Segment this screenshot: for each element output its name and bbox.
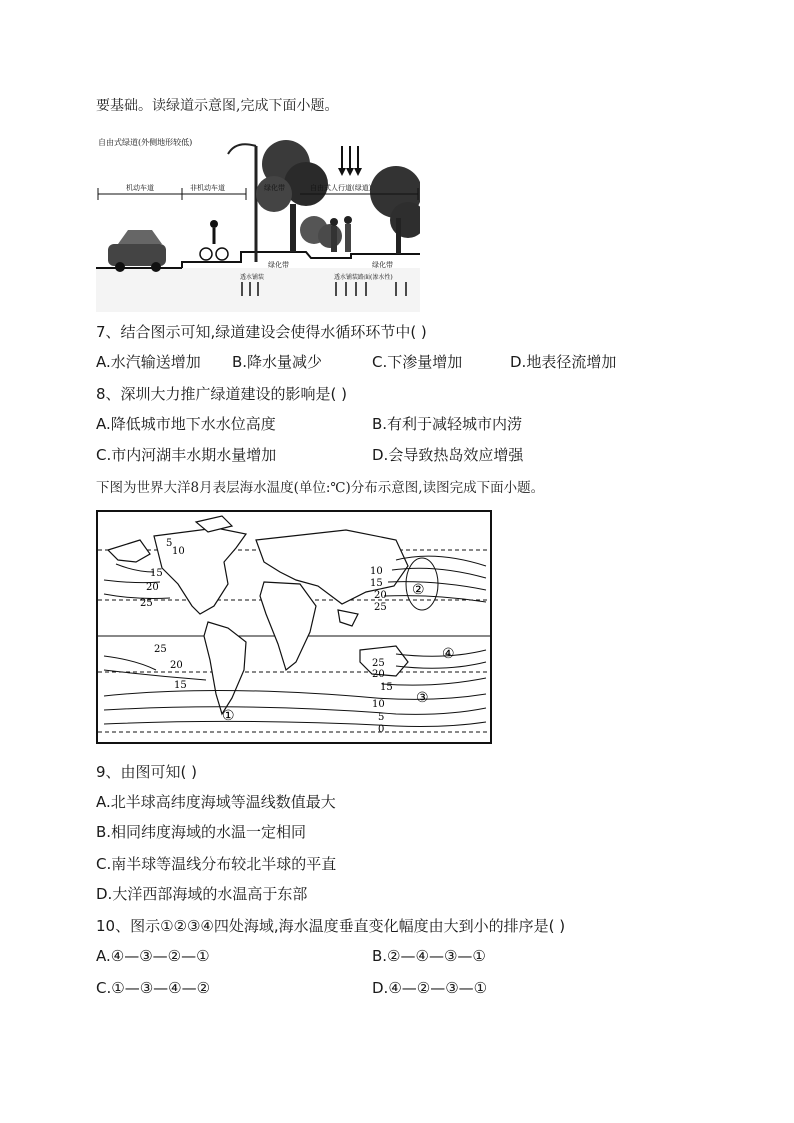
map-label-n-5: 5 bbox=[166, 538, 173, 549]
map-label-r-15: 15 bbox=[370, 578, 383, 589]
map-label-sr-0: 0 bbox=[378, 724, 385, 735]
map-label-sr-20: 20 bbox=[372, 669, 385, 680]
q7-option-a[interactable]: A.水汽输送增加 bbox=[96, 353, 201, 371]
fig-caption-left: 透水铺装 bbox=[240, 274, 265, 281]
q7-option-b[interactable]: B.降水量减少 bbox=[232, 353, 323, 371]
map-label-sl-20: 20 bbox=[170, 660, 183, 671]
q7-option-c[interactable]: C.下渗量增加 bbox=[372, 353, 463, 371]
map-label-sl-15: 15 bbox=[174, 680, 187, 691]
q10-option-c[interactable]: C.①—③—④—② bbox=[96, 979, 211, 997]
map-intro: 下图为世界大洋8月表层海水温度(单位:℃)分布示意图,读图完成下面小题。 bbox=[96, 480, 545, 496]
map-marker-3: ③ bbox=[416, 690, 429, 706]
fig-green-belt-top: 绿化带 bbox=[264, 184, 285, 192]
fig-lane-nonmotor: 非机动车道 bbox=[190, 184, 225, 192]
q8-option-b[interactable]: B.有利于减轻城市内涝 bbox=[372, 415, 523, 433]
q10-option-a[interactable]: A.④—③—②—① bbox=[96, 947, 210, 965]
map-marker-1: ① bbox=[222, 708, 235, 724]
q8-option-c[interactable]: C.市内河湖丰水期水量增加 bbox=[96, 446, 277, 464]
map-label-n-25: 25 bbox=[140, 598, 153, 609]
map-label-r-25: 25 bbox=[374, 602, 387, 613]
q9-option-c[interactable]: C.南半球等温线分布较北半球的平直 bbox=[96, 855, 337, 873]
question-7-stem: 7、结合图示可知,绿道建设会使得水循环环节中( ) bbox=[96, 323, 427, 341]
question-8-stem: 8、深圳大力推广绿道建设的影响是( ) bbox=[96, 385, 348, 403]
fig-lane-motor: 机动车道 bbox=[126, 184, 154, 192]
question-9-stem: 9、由图可知( ) bbox=[96, 763, 198, 781]
fig-title: 自由式绿道(外侧地形较低) bbox=[98, 138, 193, 147]
map-label-sr-10: 10 bbox=[372, 699, 385, 710]
map-label-n-10: 10 bbox=[172, 546, 185, 557]
q7-option-d[interactable]: D.地表径流增加 bbox=[510, 353, 617, 371]
q10-option-b[interactable]: B.②—④—③—① bbox=[372, 947, 486, 965]
ocean-temperature-map bbox=[96, 510, 492, 744]
map-label-sr-15: 15 bbox=[380, 682, 393, 693]
q10-option-d[interactable]: D.④—②—③—① bbox=[372, 979, 488, 997]
q9-option-a[interactable]: A.北半球高纬度海域等温线数值最大 bbox=[96, 793, 336, 811]
q9-option-d[interactable]: D.大洋西部海域的水温高于东部 bbox=[96, 885, 308, 903]
fig-pedestrian: 自由式人行道(绿道) bbox=[310, 184, 372, 192]
fig-green-belt-left: 绿化带 bbox=[268, 261, 289, 269]
map-label-sl-25: 25 bbox=[154, 644, 167, 655]
map-marker-4: ④ bbox=[442, 646, 455, 662]
q8-option-d[interactable]: D.会导致热岛效应增强 bbox=[372, 446, 524, 464]
greenway-figure bbox=[96, 134, 420, 312]
fig-caption-right: 透水铺装路面(渗水性) bbox=[334, 274, 393, 281]
intro-line: 要基础。读绿道示意图,完成下面小题。 bbox=[96, 98, 339, 114]
q8-option-a[interactable]: A.降低城市地下水水位高度 bbox=[96, 415, 276, 433]
map-label-sr-5: 5 bbox=[378, 712, 385, 723]
q9-option-b[interactable]: B.相同纬度海域的水温一定相同 bbox=[96, 823, 307, 841]
fig-green-belt-right: 绿化带 bbox=[372, 261, 393, 269]
map-label-n-20: 20 bbox=[146, 582, 159, 593]
map-label-sr-25: 25 bbox=[372, 658, 385, 669]
map-label-n-15: 15 bbox=[150, 568, 163, 579]
question-10-stem: 10、图示①②③④四处海域,海水温度垂直变化幅度由大到小的排序是( ) bbox=[96, 917, 566, 935]
map-label-r-10: 10 bbox=[370, 566, 383, 577]
map-label-r-20: 20 bbox=[374, 590, 387, 601]
map-marker-2: ② bbox=[412, 582, 425, 598]
